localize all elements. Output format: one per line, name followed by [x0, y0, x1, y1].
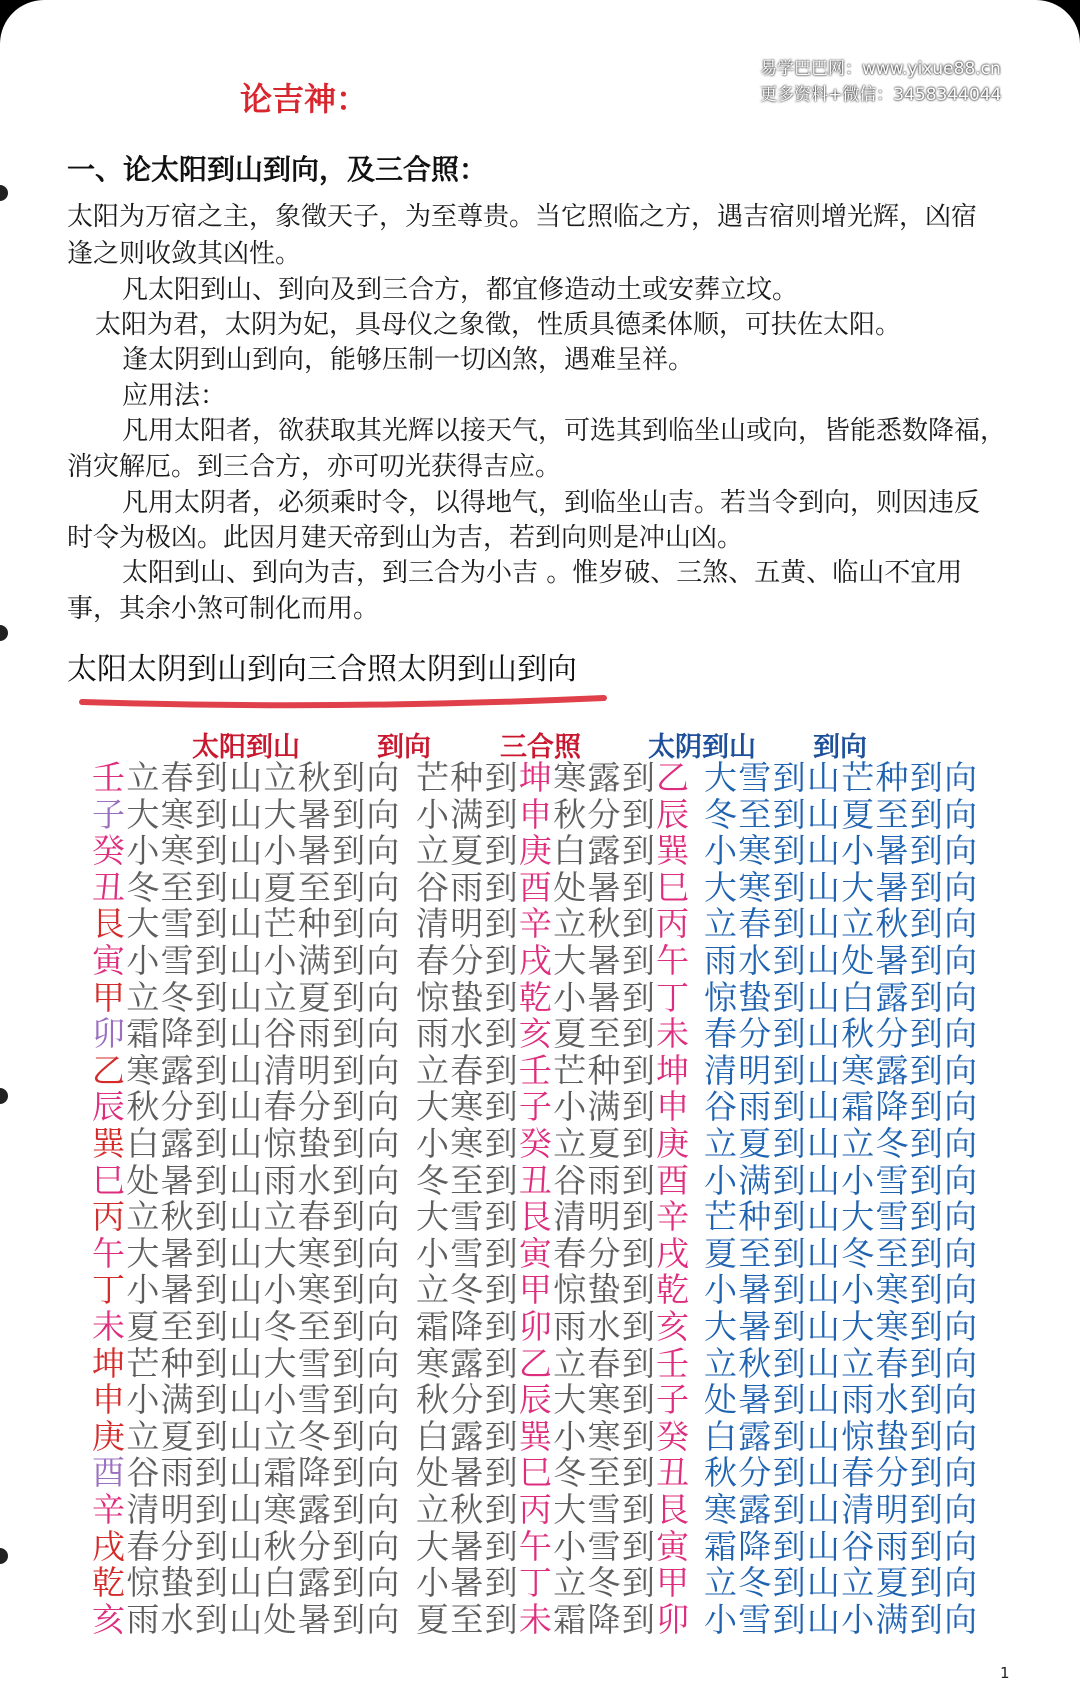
- mountain-char: 壬: [92, 758, 127, 797]
- tri-b-mark: 坤: [656, 1050, 691, 1090]
- tri-a-mark: 丙: [518, 1490, 554, 1529]
- row-mountain-char: [92, 1160, 401, 1200]
- mountain-char: 巳: [92, 1160, 127, 1200]
- triple-harmony-cell: [416, 867, 691, 907]
- tri-a-text: 惊蛰到: [416, 977, 519, 1017]
- triple-harmony-cell: [416, 1160, 691, 1200]
- tri-b-mark: 甲: [656, 1563, 691, 1603]
- sun-cell: 小寒到山小暑到向: [126, 831, 401, 871]
- tri-a-text: 寒露到: [416, 1343, 519, 1383]
- tri-a-mark: 丁: [518, 1563, 554, 1603]
- tri-a-text: 大暑到: [416, 1526, 519, 1566]
- tri-a-mark: 子: [518, 1087, 554, 1127]
- row-mountain-char: [92, 1492, 401, 1528]
- triple-harmony-cell: [416, 1309, 690, 1345]
- tri-b-mark: 申: [656, 1087, 691, 1127]
- row-mountain-char: [92, 1416, 401, 1456]
- tri-a-mark: 辰: [518, 1380, 554, 1420]
- row-mountain-char: [92, 833, 401, 869]
- tri-a-mark: 亥: [518, 1014, 554, 1054]
- tri-a-mark: 艮: [518, 1197, 554, 1237]
- triple-harmony-cell: [416, 1126, 690, 1162]
- moon-cell: 秋分到山春分到向: [704, 1453, 979, 1493]
- sun-cell: 寒露到山清明到向: [126, 1050, 401, 1090]
- tri-a-mark: 巽: [518, 1416, 554, 1456]
- sun-cell: 冬至到山夏至到向: [126, 867, 401, 907]
- tri-a-text: 清明到: [416, 904, 519, 944]
- moon-cell: 惊蛰到山白露到向: [704, 977, 979, 1017]
- tri-a-text: 小暑到: [416, 1563, 519, 1603]
- header-sun-mountain: 太阳到山: [192, 732, 300, 763]
- paragraph-line: 凡太阳到山、到向及到三合方，都宜修造动土或安葬立坟。: [122, 275, 799, 305]
- moon-cell: 大寒到山大暑到向: [704, 867, 979, 907]
- tri-b-mark: 乾: [656, 1270, 691, 1310]
- triple-harmony-cell: [416, 1089, 690, 1125]
- mountain-char: 辰: [92, 1087, 127, 1127]
- mountain-char: 丙: [92, 1197, 127, 1237]
- tri-a-mark: 戌: [518, 941, 554, 980]
- tri-b-text: 大暑到: [553, 941, 657, 980]
- mountain-char: 酉: [92, 1453, 127, 1493]
- mountain-char: 亥: [92, 1599, 127, 1639]
- sun-cell: 夏至到山冬至到向: [126, 1307, 401, 1346]
- tri-b-mark: 艮: [656, 1490, 691, 1529]
- header-moon-facing: 到向: [813, 732, 867, 763]
- moon-cell: 芒种到山大雪到向: [704, 1197, 979, 1237]
- section-heading: 一、论太阳到山到向，及三合照：: [67, 153, 488, 186]
- tri-a-text: 秋分到: [416, 1380, 519, 1420]
- row-mountain-char: [92, 1309, 401, 1345]
- paragraph-line: 逢之则收敛其凶性。: [67, 239, 302, 269]
- triple-harmony-cell: [416, 1382, 690, 1418]
- mountain-char: 癸: [92, 831, 127, 871]
- sun-cell: 谷雨到山霜降到向: [126, 1453, 401, 1493]
- row-mountain-char: [92, 1126, 401, 1162]
- tri-b-text: 芒种到: [553, 1050, 657, 1090]
- mountain-char: 子: [92, 794, 127, 834]
- tri-b-mark: 壬: [656, 1343, 691, 1383]
- triple-harmony-cell: [416, 1016, 690, 1052]
- mountain-char: 寅: [92, 941, 127, 980]
- paragraph-line: 时令为极凶。此因月建天帝到山为吉，若到向则是冲山凶。: [67, 523, 744, 553]
- triple-harmony-cell: [416, 760, 690, 796]
- triple-harmony-cell: [416, 833, 690, 869]
- mountain-char: 甲: [92, 977, 127, 1017]
- tri-a-text: 谷雨到: [416, 867, 519, 907]
- tri-a-mark: 乙: [518, 1343, 554, 1383]
- watermark-line: 易学巴巴网：www.yixue88.cn: [760, 59, 1001, 79]
- moon-cell: 雨水到山处暑到向: [704, 941, 979, 980]
- tri-a-text: 处暑到: [416, 1453, 519, 1493]
- tri-a-mark: 酉: [518, 867, 554, 907]
- tri-a-mark: 卯: [518, 1307, 554, 1346]
- tri-b-mark: 辰: [656, 794, 691, 834]
- tri-b-text: 大雪到: [553, 1490, 657, 1529]
- tri-a-mark: 壬: [518, 1050, 554, 1090]
- tri-b-mark: 庚: [656, 1124, 691, 1163]
- tri-b-mark: 丙: [656, 904, 691, 944]
- sun-cell: 小暑到山小寒到向: [126, 1270, 401, 1310]
- tri-b-text: 大寒到: [553, 1380, 657, 1420]
- triple-harmony-cell: [416, 1565, 690, 1601]
- triple-harmony-cell: [416, 1199, 690, 1235]
- tri-b-mark: 卯: [656, 1599, 691, 1639]
- row-mountain-char: [92, 977, 401, 1017]
- tri-a-mark: 午: [518, 1526, 554, 1566]
- tri-b-mark: 乙: [656, 758, 691, 797]
- tri-b-text: 秋分到: [553, 794, 657, 834]
- punch-hole-mark: [0, 625, 8, 641]
- punch-hole-mark: [0, 185, 8, 201]
- triple-harmony-cell: [416, 1272, 690, 1308]
- sun-cell: 处暑到山雨水到向: [126, 1160, 401, 1200]
- tri-b-text: 霜降到: [553, 1599, 657, 1639]
- row-mountain-char: [92, 1089, 401, 1125]
- triple-harmony-cell: [416, 906, 690, 942]
- tri-b-text: 小雪到: [553, 1526, 657, 1566]
- moon-cell: 白露到山惊蛰到向: [704, 1416, 979, 1456]
- row-mountain-char: [92, 1016, 401, 1052]
- sun-cell: 大雪到山芒种到向: [126, 904, 401, 944]
- tri-a-mark: 坤: [518, 758, 554, 797]
- tri-b-mark: 戌: [656, 1233, 691, 1273]
- mountain-char: 卯: [92, 1014, 127, 1054]
- tri-a-mark: 乾: [518, 977, 554, 1017]
- moon-cell: 夏至到山冬至到向: [704, 1233, 979, 1273]
- red-underline-stroke: [78, 690, 608, 712]
- moon-cell: 立冬到山立夏到向: [704, 1563, 979, 1603]
- tri-b-mark: 巽: [656, 831, 691, 871]
- triple-harmony-cell: [416, 1492, 690, 1528]
- row-mountain-char: [92, 1233, 401, 1273]
- moon-cell: 立夏到山立冬到向: [704, 1124, 979, 1163]
- watermark-line: 更多资料+微信：3458344044: [760, 85, 1002, 105]
- tri-a-mark: 申: [518, 794, 554, 834]
- tri-b-text: 小满到: [553, 1087, 657, 1127]
- sun-cell: 立夏到山立冬到向: [126, 1416, 401, 1456]
- tri-a-text: 立春到: [416, 1050, 519, 1090]
- row-mountain-char: [92, 906, 401, 942]
- tri-a-text: 霜降到: [416, 1307, 519, 1346]
- tri-b-text: 春分到: [553, 1233, 657, 1273]
- row-mountain-char: [92, 760, 401, 796]
- row-mountain-char: [92, 1272, 401, 1308]
- row-mountain-char: [92, 1382, 401, 1418]
- tri-a-text: 立冬到: [416, 1270, 519, 1310]
- tri-a-mark: 庚: [518, 831, 554, 871]
- page-number: 1: [1000, 1664, 1010, 1682]
- sun-cell: 大暑到山大寒到向: [126, 1233, 401, 1273]
- tri-b-mark: 丁: [656, 977, 691, 1017]
- triple-harmony-cell: [416, 1455, 690, 1491]
- row-mountain-char: [92, 794, 401, 834]
- tri-b-mark: 丑: [656, 1453, 691, 1493]
- mountain-char: 乙: [92, 1050, 127, 1090]
- tri-b-mark: 癸: [656, 1416, 691, 1456]
- tri-a-text: 冬至到: [416, 1160, 519, 1200]
- mountain-char: 丁: [92, 1270, 127, 1310]
- tri-a-text: 夏至到: [416, 1599, 519, 1639]
- tri-b-text: 立春到: [553, 1343, 657, 1383]
- tri-a-mark: 未: [518, 1599, 554, 1639]
- moon-cell: 小雪到山小满到向: [704, 1599, 979, 1639]
- sun-cell: 春分到山秋分到向: [126, 1526, 401, 1566]
- tri-b-text: 清明到: [553, 1197, 657, 1237]
- tri-b-mark: 未: [656, 1014, 691, 1054]
- sun-cell: 大寒到山大暑到向: [126, 794, 401, 834]
- tri-b-mark: 子: [656, 1380, 691, 1420]
- tri-a-text: 小满到: [416, 794, 519, 834]
- tri-b-text: 冬至到: [553, 1453, 657, 1493]
- triple-harmony-cell: [416, 977, 691, 1017]
- tri-a-text: 立夏到: [416, 831, 519, 871]
- tri-a-text: 小雪到: [416, 1233, 519, 1273]
- tri-b-text: 小寒到: [553, 1416, 657, 1456]
- tri-b-mark: 寅: [656, 1526, 691, 1566]
- row-mountain-char: [92, 1565, 401, 1601]
- punch-hole-mark: [0, 1088, 8, 1104]
- paragraph-line: 应用法：: [122, 381, 227, 411]
- tri-a-text: 芒种到: [416, 758, 519, 797]
- mountain-char: 庚: [92, 1416, 127, 1456]
- sun-cell: 芒种到山大雪到向: [126, 1343, 401, 1383]
- tri-b-text: 雨水到: [553, 1307, 657, 1346]
- moon-cell: 春分到山秋分到向: [704, 1014, 979, 1054]
- sun-cell: 立秋到山立春到向: [126, 1197, 401, 1237]
- row-mountain-char: [92, 943, 401, 979]
- moon-cell: 大暑到山大寒到向: [704, 1307, 979, 1346]
- header-moon-mountain: 太阴到山: [648, 732, 756, 763]
- tri-a-text: 大寒到: [416, 1087, 519, 1127]
- paragraph-line: 凡用太阴者，必须乘时令，以得地气，到临坐山吉。若当令到向，则因违反: [122, 488, 981, 518]
- sun-cell: 立春到山立秋到向: [126, 758, 401, 797]
- page-title: 论吉神：: [240, 80, 369, 118]
- triple-harmony-cell: [416, 943, 690, 979]
- table-heading: 太阳太阴到山到向三合照太阴到山到向: [67, 652, 577, 687]
- moon-cell: 清明到山寒露到向: [704, 1050, 979, 1090]
- paragraph-line: 消灾解厄。到三合方，亦可叨光获得吉应。: [67, 452, 562, 482]
- mountain-char: 乾: [92, 1563, 127, 1603]
- moon-cell: 大雪到山芒种到向: [704, 758, 979, 797]
- sun-cell: 雨水到山处暑到向: [126, 1599, 401, 1639]
- tri-b-mark: 亥: [656, 1307, 691, 1346]
- header-sun-facing: 到向: [377, 732, 431, 763]
- row-mountain-char: [92, 1599, 401, 1639]
- tri-a-mark: 甲: [518, 1270, 554, 1310]
- paragraph-line: 凡用太阳者，欲获取其光辉以接天气，可选其到临坐山或向，皆能悉数降福，: [122, 416, 1007, 446]
- moon-cell: 处暑到山雨水到向: [704, 1380, 979, 1420]
- mountain-char: 午: [92, 1233, 127, 1273]
- punch-hole-mark: [0, 1548, 8, 1564]
- sun-cell: 小满到山小雪到向: [126, 1380, 401, 1420]
- tri-b-text: 谷雨到: [553, 1160, 657, 1200]
- triple-harmony-cell: [416, 1416, 691, 1456]
- tri-a-text: 大雪到: [416, 1197, 519, 1237]
- tri-b-mark: 午: [656, 941, 691, 980]
- tri-b-mark: 辛: [656, 1197, 691, 1237]
- tri-a-text: 小寒到: [416, 1124, 519, 1163]
- mountain-char: 辛: [92, 1490, 127, 1529]
- moon-cell: 小满到山小雪到向: [704, 1160, 979, 1200]
- header-triple-harmony: 三合照: [500, 732, 581, 763]
- paragraph-line: 事，其余小煞可制化而用。: [67, 594, 380, 624]
- tri-b-text: 立秋到: [553, 904, 657, 944]
- tri-b-text: 立夏到: [553, 1124, 657, 1163]
- row-mountain-char: [92, 1455, 401, 1491]
- tri-b-text: 夏至到: [553, 1014, 657, 1054]
- sun-cell: 清明到山寒露到向: [126, 1490, 401, 1529]
- moon-cell: 立秋到山立春到向: [704, 1343, 979, 1383]
- moon-cell: 小寒到山小暑到向: [704, 831, 979, 871]
- tri-a-text: 立秋到: [416, 1490, 519, 1529]
- tri-a-mark: 癸: [518, 1124, 554, 1163]
- triple-harmony-cell: [416, 1599, 691, 1639]
- moon-cell: 谷雨到山霜降到向: [704, 1087, 979, 1127]
- tri-b-text: 处暑到: [553, 867, 657, 907]
- tri-a-text: 雨水到: [416, 1014, 519, 1054]
- tri-a-mark: 巳: [518, 1453, 554, 1493]
- row-mountain-char: [92, 1199, 401, 1235]
- tri-b-text: 寒露到: [553, 758, 657, 797]
- row-mountain-char: [92, 1343, 401, 1383]
- row-mountain-char: [92, 1050, 401, 1090]
- sun-cell: 霜降到山谷雨到向: [126, 1014, 401, 1054]
- triple-harmony-cell: [416, 1233, 691, 1273]
- moon-cell: 霜降到山谷雨到向: [704, 1526, 979, 1566]
- triple-harmony-cell: [416, 1343, 691, 1383]
- tri-b-mark: 酉: [656, 1160, 691, 1200]
- moon-cell: 寒露到山清明到向: [704, 1490, 979, 1529]
- tri-b-text: 小暑到: [553, 977, 657, 1017]
- sun-cell: 小雪到山小满到向: [126, 941, 401, 980]
- tri-b-text: 惊蛰到: [553, 1270, 657, 1310]
- mountain-char: 巽: [92, 1124, 127, 1163]
- tri-b-text: 白露到: [553, 831, 657, 871]
- sun-cell: 白露到山惊蛰到向: [126, 1124, 401, 1163]
- tri-a-mark: 寅: [518, 1233, 554, 1273]
- row-mountain-char: [92, 867, 401, 907]
- moon-cell: 小暑到山小寒到向: [704, 1270, 979, 1310]
- paragraph-line: 太阳为万宿之主，象徵天子，为至尊贵。当它照临之方，遇吉宿则增光辉，凶宿: [67, 202, 978, 232]
- tri-a-text: 春分到: [416, 941, 519, 980]
- triple-harmony-cell: [416, 1050, 691, 1090]
- paragraph-line: 太阳为君，太阴为妃，具母仪之象徵，性质具德柔体顺，可扶佐太阳。: [95, 310, 902, 340]
- tri-a-mark: 辛: [518, 904, 554, 944]
- mountain-char: 坤: [92, 1343, 127, 1383]
- row-mountain-char: [92, 1526, 401, 1566]
- mountain-char: 丑: [92, 867, 127, 907]
- sun-cell: 秋分到山春分到向: [126, 1087, 401, 1127]
- tri-a-mark: 丑: [518, 1160, 554, 1200]
- sun-cell: 立冬到山立夏到向: [126, 977, 401, 1017]
- paragraph-line: 太阳到山、到向为吉，到三合为小吉 。惟岁破、三煞、五黄、临山不宜用: [122, 558, 963, 588]
- tri-b-mark: 巳: [656, 867, 691, 907]
- triple-harmony-cell: [416, 1526, 691, 1566]
- moon-cell: 立春到山立秋到向: [704, 904, 979, 944]
- sun-cell: 惊蛰到山白露到向: [126, 1563, 401, 1603]
- paragraph-line: 逢太阴到山到向，能够压制一切凶煞，遇难呈祥。: [122, 345, 695, 375]
- mountain-char: 戌: [92, 1526, 127, 1566]
- mountain-char: 艮: [92, 904, 127, 944]
- mountain-char: 申: [92, 1380, 127, 1420]
- moon-cell: 冬至到山夏至到向: [704, 794, 979, 834]
- tri-b-text: 立冬到: [553, 1563, 657, 1603]
- triple-harmony-cell: [416, 794, 691, 834]
- tri-a-text: 白露到: [416, 1416, 519, 1456]
- mountain-char: 未: [92, 1307, 127, 1346]
